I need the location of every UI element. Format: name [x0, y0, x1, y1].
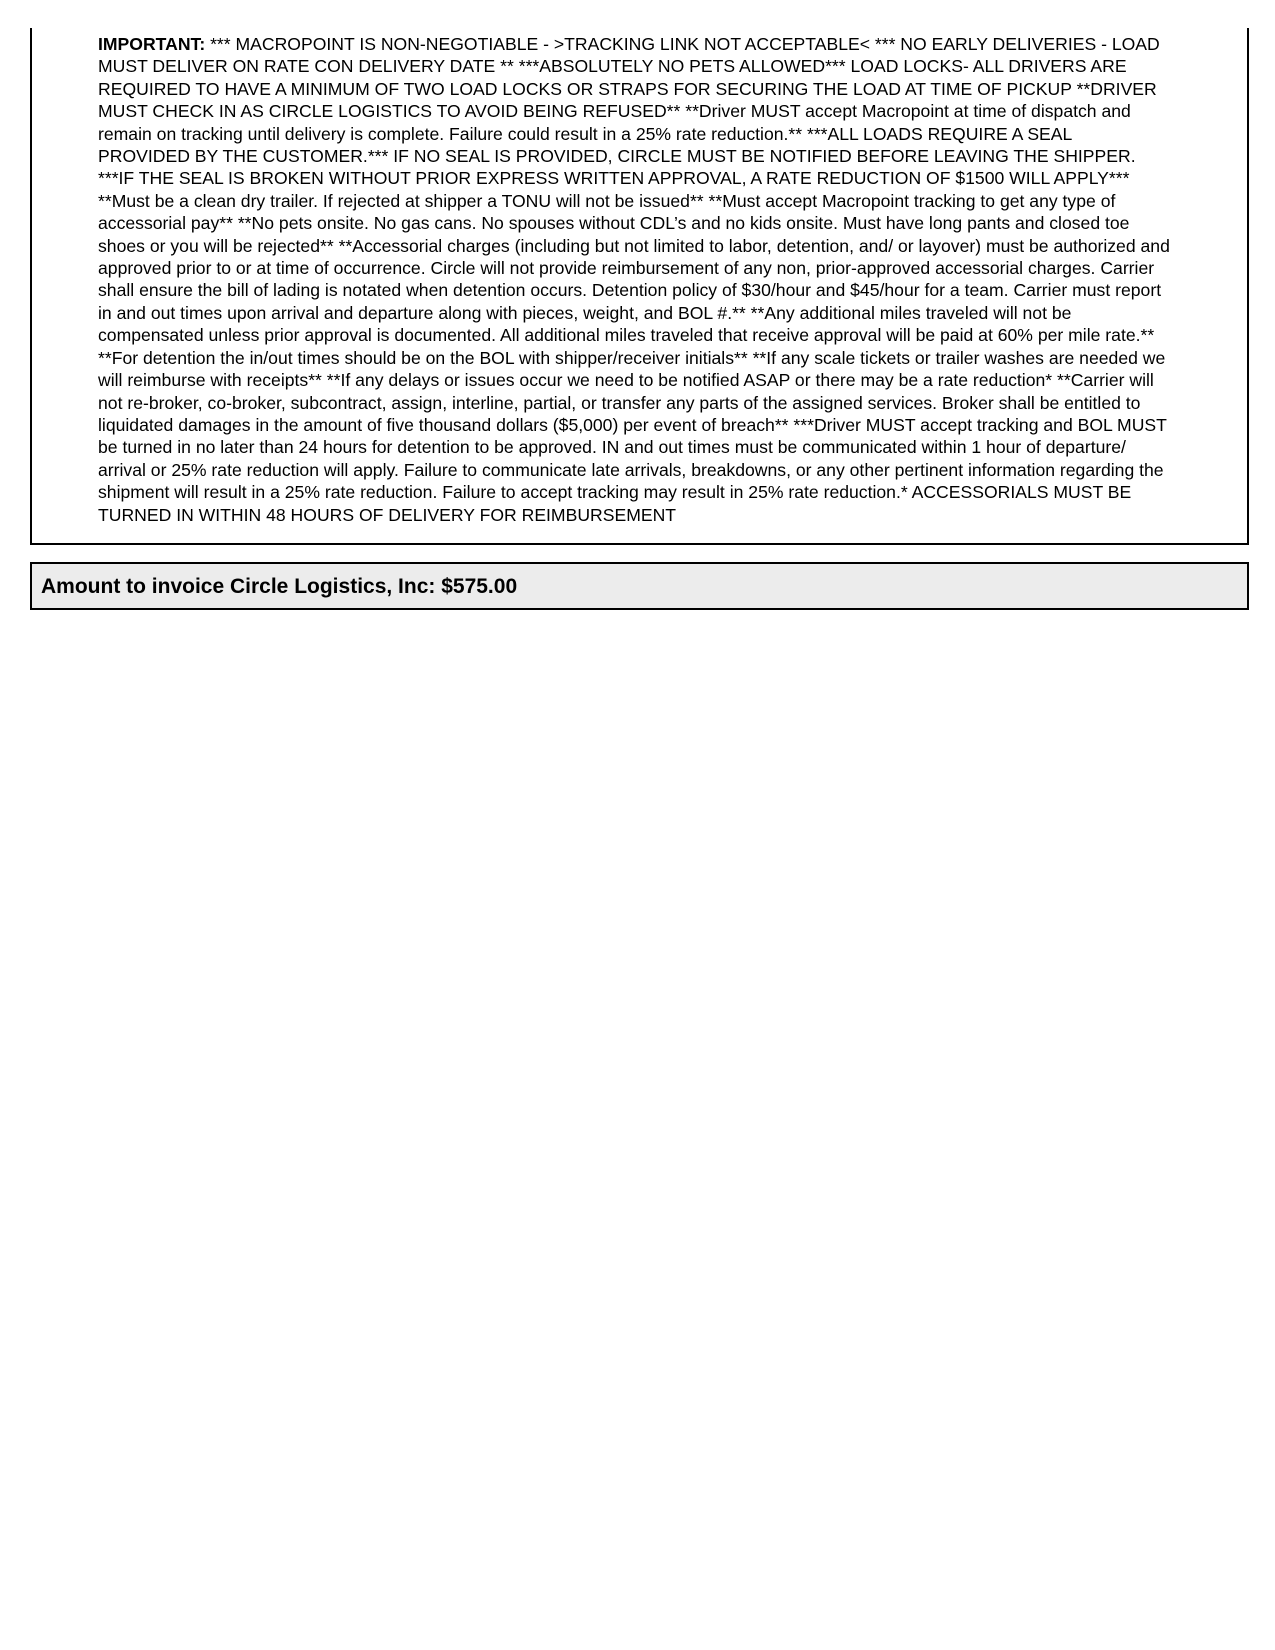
notes-line: in and out times upon arrival and departure along with pieces, weight, and BOL #.** **Any additional miles traveled will not be — [98, 302, 1072, 323]
notes-line: remain on tracking until delivery is complete. Failure could result in a 25% rate reduction.** ***ALL LOADS REQUIRE A SEAL — [98, 123, 1073, 144]
notes-line: be turned in no later than 24 hours for detention to be approved. IN and out times must be communicated within 1 hour of departure/ — [98, 437, 1126, 458]
invoice-amount-box — [30, 562, 1249, 610]
notes-line — [98, 33, 1275, 55]
notes-line: compensated unless prior approval is documented. All additional miles traveled that receive approval will be paid at 60% per mile rate.** — [98, 325, 1155, 346]
notes-line: shoes or you will be rejected** **Accessorial charges (including but not limited to labor, detention, and/ or layover) must be authorized and — [98, 235, 1170, 256]
notes-line: MUST DELIVER ON RATE CON DELIVERY DATE ** ***ABSOLUTELY NO PETS ALLOWED*** LOAD LOCKS- ALL DRIVERS ARE — [98, 56, 1127, 77]
notes-line: approved prior to or at time of occurrence. Circle will not provide reimbursement of any non, prior-approved accessorial charges. Carrier — [98, 258, 1155, 279]
invoice-amount-text: Amount to invoice Circle Logistics, Inc: $575.00 — [41, 575, 518, 598]
notes-line: TURNED IN WITHIN 48 HOURS OF DELIVERY FOR REIMBURSEMENT — [98, 504, 677, 525]
notes-line: PROVIDED BY THE CUSTOMER.*** IF NO SEAL IS PROVIDED, CIRCLE MUST BE NOTIFIED BEFORE LEAVING THE SHIPPER. — [98, 146, 1136, 167]
important-notes-text — [98, 33, 1275, 526]
notes-line: MUST CHECK IN AS CIRCLE LOGISTICS TO AVOID BEING REFUSED** **Driver MUST accept Macropoint at time of dispatch and — [98, 101, 1131, 122]
notes-line: REQUIRED TO HAVE A MINIMUM OF TWO LOAD LOCKS OR STRAPS FOR SECURING THE LOAD AT TIME OF PICKUP **DRIVER — [98, 78, 1157, 99]
important-notes-box — [30, 28, 1249, 545]
notes-line-text: *** MACROPOINT IS NON-NEGOTIABLE - >TRACKING LINK NOT ACCEPTABLE< *** NO EARLY DELIVERIES - LOAD — [205, 34, 1160, 54]
notes-line: will reimburse with receipts** **If any delays or issues occur we need to be notified ASAP or there may be a rate reduction* **Carrier will — [98, 370, 1154, 391]
notes-line: shipment will result in a 25% rate reduction. Failure to accept tracking may result in 25% rate reduction.* ACCESSORIALS MUST BE — [98, 482, 1132, 503]
notes-line: ***IF THE SEAL IS BROKEN WITHOUT PRIOR EXPRESS WRITTEN APPROVAL, A RATE REDUCTION OF $1500 WILL APPLY*** — [98, 168, 1130, 189]
notes-line: **Must be a clean dry trailer. If rejected at shipper a TONU will not be issued** **Must accept Macropoint tracking to get any type of — [98, 190, 1116, 211]
important-label: IMPORTANT: — [98, 34, 206, 54]
notes-line: arrival or 25% rate reduction will apply. Failure to communicate late arrivals, breakdowns, or any other pertinent information regarding the — [98, 459, 1164, 480]
notes-line: not re-broker, co-broker, subcontract, assign, interline, partial, or transfer any parts of the assigned services. Broker shall be entitled to — [98, 392, 1141, 413]
notes-line: liquidated damages in the amount of five thousand dollars ($5,000) per event of breach** ***Driver MUST accept tracking and BOL MUST — [98, 414, 1167, 435]
notes-line: shall ensure the bill of lading is notated when detention occurs. Detention policy of $30/hour and $45/hour for a team. Carrier must report — [98, 280, 1162, 301]
notes-line: **For detention the in/out times should be on the BOL with shipper/receiver initials** **If any scale tickets or trailer washes are needed we — [98, 347, 1166, 368]
notes-line: accessorial pay** **No pets onsite. No gas cans. No spouses without CDL’s and no kids onsite. Must have long pants and closed toe — [98, 213, 1130, 234]
